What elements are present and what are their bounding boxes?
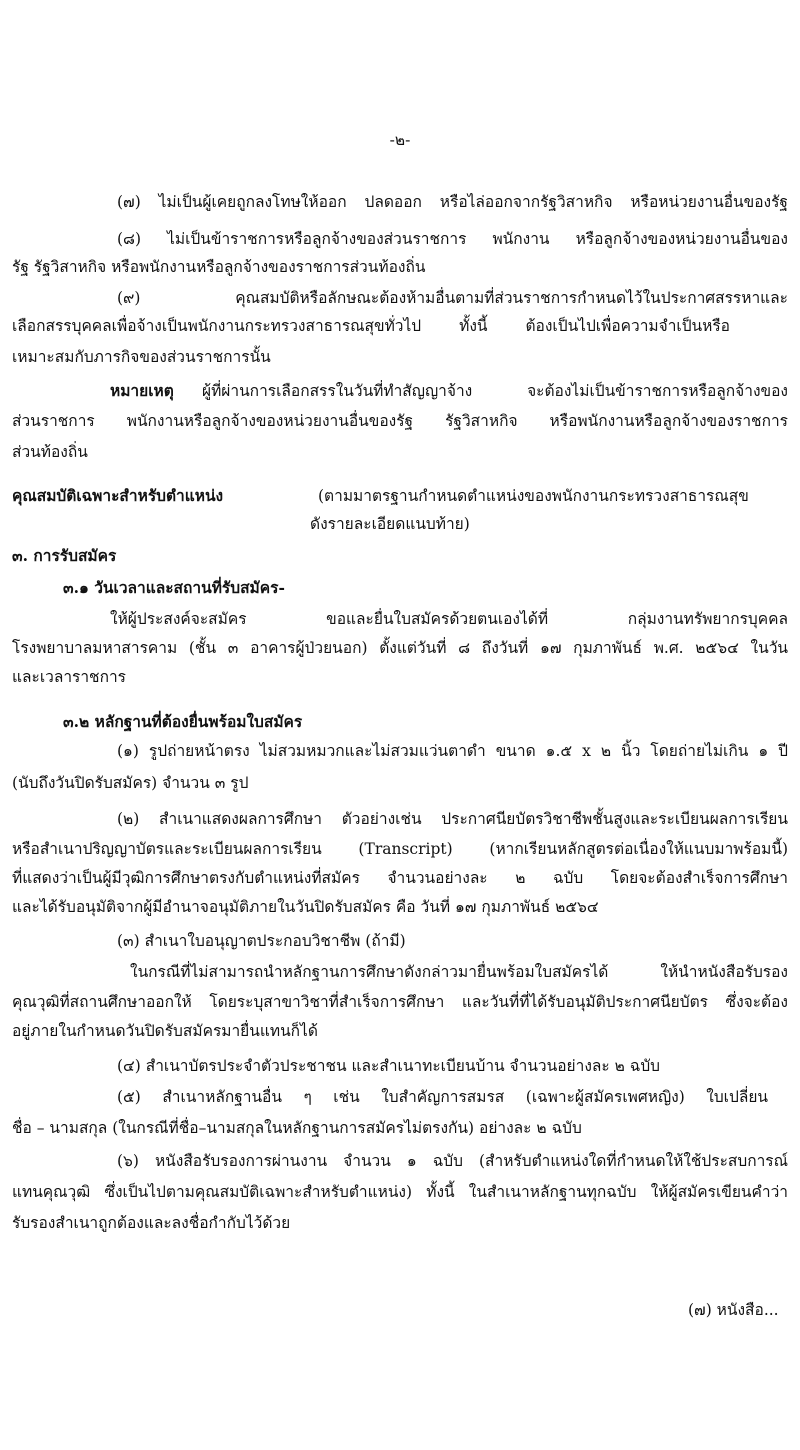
- doc-3-note-line-2: คุณวุฒิที่สถานศึกษาออกให้ โดยระบุสาขาวิชาที่สำเร็จการศึกษา และวันที่ที่ได้รับอนุมัติประกาศนียบัตร ซึ่งจะต้อง: [12, 993, 788, 1011]
- qualifications-line-2: ดังรายละเอียดแนบท้าย): [310, 515, 470, 533]
- section-3-heading: ๓. การรับสมัคร: [12, 546, 117, 565]
- doc-2-line-3: ที่แสดงว่าเป็นผู้มีวุฒิการศึกษาตรงกับตำแหน่งที่สมัคร จำนวนอย่างละ ๒ ฉบับ โดยจะต้องสำเร็จการศึกษา: [12, 869, 788, 887]
- section-3-1-line-1: ให้ผู้ประสงค์จะสมัคร ขอและยื่นใบสมัครด้วยตนเองได้ที่ กลุ่มงานทรัพยากรบุคคล: [110, 610, 788, 628]
- item-8-line-1: (๘) ไม่เป็นข้าราชการหรือลูกจ้างของส่วนราชการ พนักงาน หรือลูกจ้างของหน่วยงานอื่นของ: [117, 230, 788, 248]
- doc-6-line-2: แทนคุณวุฒิ ซึ่งเป็นไปตามคุณสมบัติเฉพาะสำหรับตำแหน่ง) ทั้งนี้ ในสำเนาหลักฐานทุกฉบับ ให้ผู้สมัครเขียนคำว่า: [12, 1183, 788, 1201]
- note-line-2: ส่วนราชการ พนักงานหรือลูกจ้างของหน่วยงานอื่นของรัฐ รัฐวิสาหกิจ หรือพนักงานหรือลูกจ้างของราชการ: [12, 412, 788, 430]
- note-line-1: ผู้ที่ผ่านการเลือกสรรในวันที่ทำสัญญาจ้าง จะต้องไม่เป็นข้าราชการหรือลูกจ้างของ: [202, 382, 788, 400]
- doc-5-line-1: (๕) สำเนาหลักฐานอื่น ๆ เช่น ใบสำคัญการสมรส (เฉพาะผู้สมัครเพศหญิง) ใบเปลี่ยน: [117, 1088, 768, 1106]
- note-label: หมายเหตุ: [110, 381, 174, 400]
- doc-3-note-line-3: อยู่ภายในกำหนดวันปิดรับสมัครมายื่นแทนก็ได้: [12, 1022, 318, 1040]
- section-3-2-heading: ๓.๒ หลักฐานที่ต้องยื่นพร้อมใบสมัคร: [63, 712, 303, 731]
- section-3-1-line-3: และเวลาราชการ: [12, 668, 126, 686]
- page-number: -๒-: [389, 131, 411, 149]
- doc-6-line-1: (๖) หนังสือรับรองการผ่านงาน จำนวน ๑ ฉบับ (สำหรับตำแหน่งใดที่กำหนดให้ใช้ประสบการณ์: [117, 1152, 788, 1170]
- qualifications-line-1: (ตามมาตรฐานกำหนดตำแหน่งของพนักงานกระทรวงสาธารณสุข: [318, 487, 749, 505]
- section-3-1-heading: ๓.๑ วันเวลาและสถานที่รับสมัคร-: [63, 578, 285, 597]
- item-9-line-3: เหมาะสมกับภารกิจของส่วนราชการนั้น: [12, 348, 271, 366]
- continuation-text: (๗) หนังสือ...: [688, 1301, 779, 1319]
- section-3-1-line-2: โรงพยาบาลมหาสารคาม (ชั้น ๓ อาคารผู้ป่วยนอก) ตั้งแต่วันที่ ๘ ถึงวันที่ ๑๗ กุมภาพันธ์ พ.ศ. ๒๕๖๔ ในวัน: [12, 639, 788, 657]
- qualifications-heading: คุณสมบัติเฉพาะสำหรับตำแหน่ง: [12, 486, 224, 505]
- item-9-line-1: (๙) คุณสมบัติหรือลักษณะต้องห้ามอื่นตามที่ส่วนราชการกำหนดไว้ในประกาศสรรหาและ: [117, 289, 788, 307]
- item-9-line-2: เลือกสรรบุคคลเพื่อจ้างเป็นพนักงานกระทรวงสาธารณสุขทั่วไป ทั้งนี้ ต้องเป็นไปเพื่อความจำเป็นหรือ: [12, 317, 730, 335]
- note-line-3: ส่วนท้องถิ่น: [12, 443, 88, 461]
- item-7: (๗) ไม่เป็นผู้เคยถูกลงโทษให้ออก ปลดออก หรือไล่ออกจากรัฐวิสาหกิจ หรือหน่วยงานอื่นของรัฐ: [117, 193, 788, 211]
- doc-1-line-1: (๑) รูปถ่ายหน้าตรง ไม่สวมหมวกและไม่สวมแว่นตาดำ ขนาด ๑.๕ x ๒ นิ้ว โดยถ่ายไม่เกิน ๑ ปี: [117, 742, 788, 760]
- doc-1-line-2: (นับถึงวันปิดรับสมัคร) จำนวน ๓ รูป: [12, 774, 249, 792]
- item-8-line-2: รัฐ รัฐวิสาหกิจ หรือพนักงานหรือลูกจ้างของราชการส่วนท้องถิ่น: [12, 258, 426, 276]
- doc-2-line-4: และได้รับอนุมัติจากผู้มีอำนาจอนุมัติภายในวันปิดรับสมัคร คือ วันที่ ๑๗ กุมภาพันธ์ ๒๕๖๔: [12, 898, 599, 916]
- doc-2-line-2: หรือสำเนาปริญญาบัตรและระเบียนผลการเรียน (Transcript) (หากเรียนหลักสูตรต่อเนื่องให้แนบมาพร้อมนี้): [12, 840, 788, 858]
- doc-4: (๔) สำเนาบัตรประจำตัวประชาชน และสำเนาทะเบียนบ้าน จำนวนอย่างละ ๒ ฉบับ: [117, 1057, 661, 1075]
- doc-2-line-1: (๒) สำเนาแสดงผลการศึกษา ตัวอย่างเช่น ประกาศนียบัตรวิชาชีพชั้นสูงและระเบียนผลการเรียน: [117, 810, 788, 828]
- doc-6-line-3: รับรองสำเนาถูกต้องและลงชื่อกำกับไว้ด้วย: [12, 1214, 291, 1232]
- doc-5-line-2: ชื่อ – นามสกุล (ในกรณีที่ชื่อ–นามสกุลในหลักฐานการสมัครไม่ตรงกัน) อย่างละ ๒ ฉบับ: [12, 1119, 582, 1137]
- doc-3-note-line-1: ในกรณีที่ไม่สามารถนำหลักฐานการศึกษาดังกล่าวมายื่นพร้อมใบสมัครได้ ให้นำหนังสือรับรอง: [130, 963, 788, 981]
- doc-3: (๓) สำเนาใบอนุญาตประกอบวิชาชีพ (ถ้ามี): [117, 932, 406, 950]
